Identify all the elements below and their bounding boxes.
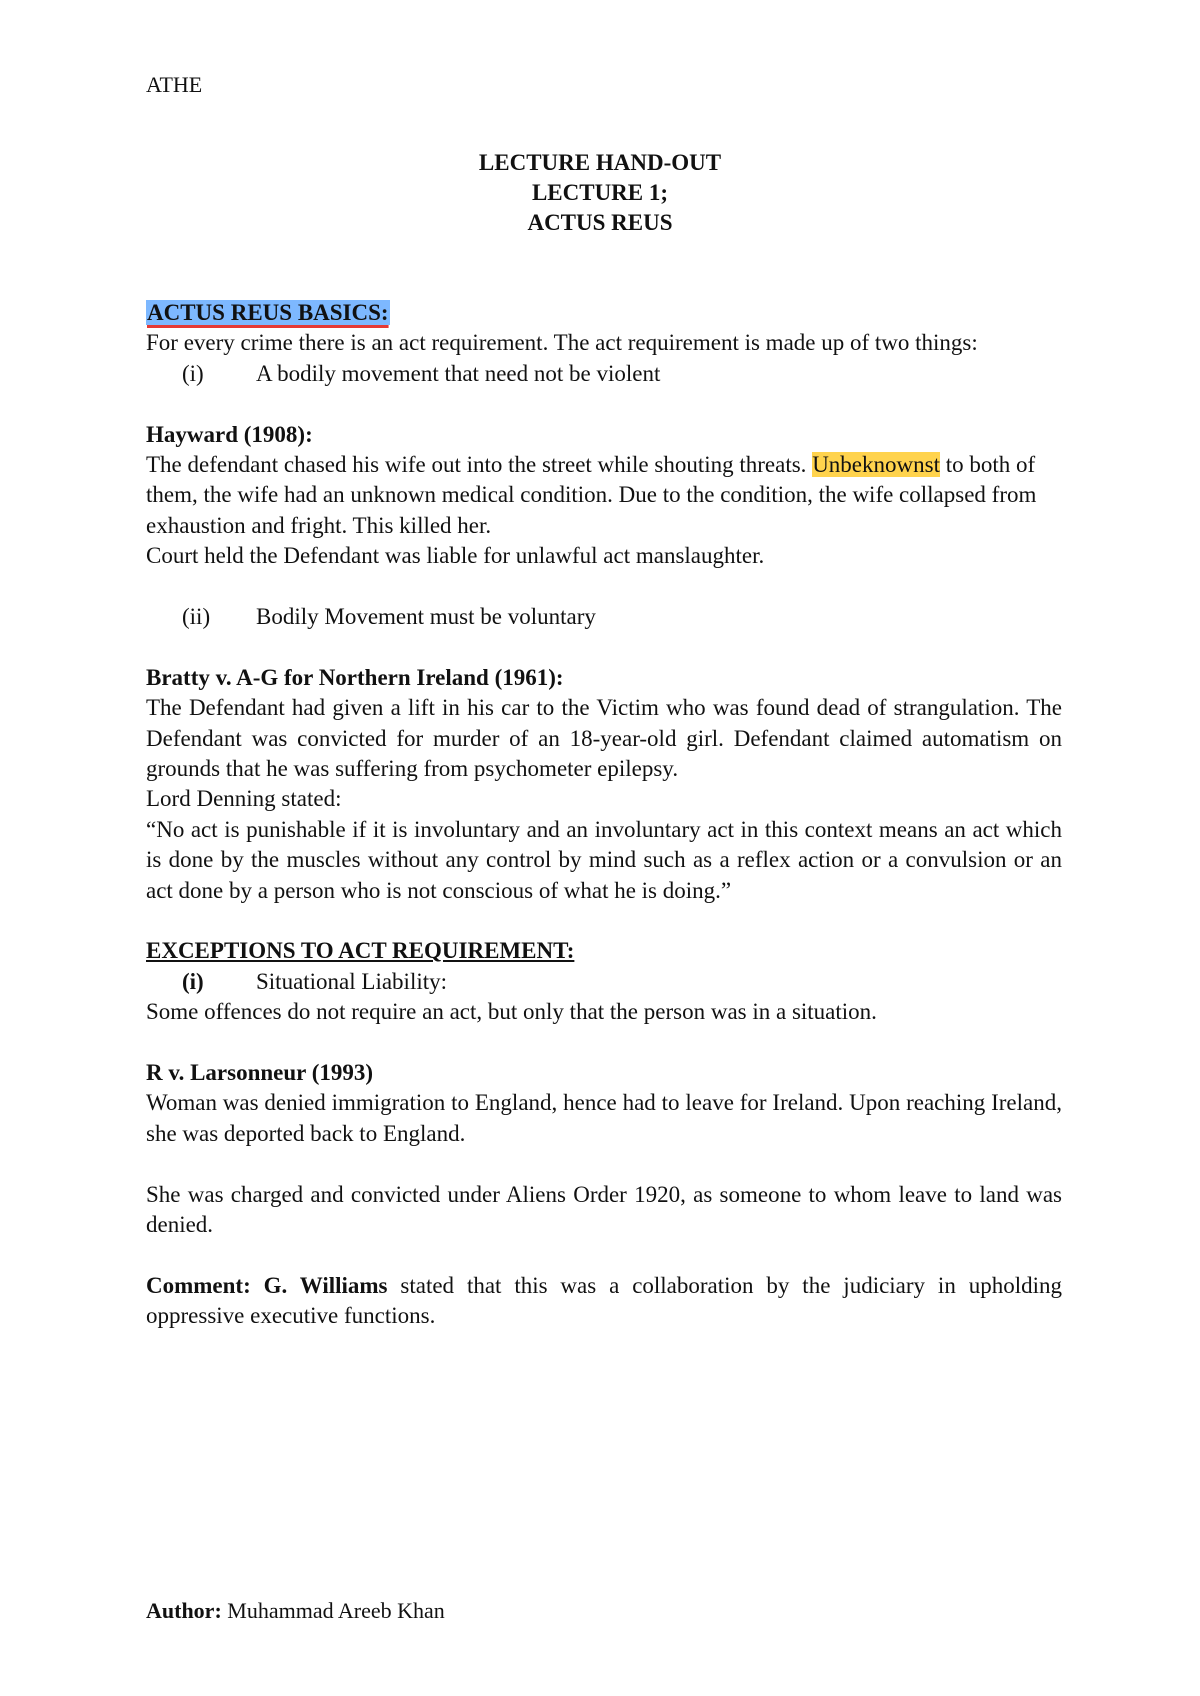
document-body	[146, 298, 1062, 1332]
comment-author: G. Williams	[263, 1272, 388, 1298]
list-item-basics-1	[146, 359, 1062, 389]
case-heading-hayward: Hayward (1908):	[146, 421, 313, 447]
list-text: Bodily Movement must be voluntary	[256, 604, 596, 630]
exceptions-intro: Some offences do not require an act, but only that the person was in a situation.	[146, 999, 877, 1025]
list-number: (ii)	[182, 604, 211, 630]
title-line-2: LECTURE 1;	[531, 180, 669, 205]
case-held-hayward: Court held the Defendant was liable for unlawful act manslaughter.	[146, 543, 765, 569]
case-text-hayward	[146, 450, 1062, 541]
list-text: Situational Liability:	[256, 968, 448, 994]
case-heading-bratty: Bratty v. A-G for Northern Ireland (1961):	[146, 664, 564, 690]
case-text-part: The defendant chased his wife out into the street while shouting threats.	[146, 452, 813, 478]
highlighted-word: Unbeknownst	[812, 452, 940, 478]
denning-intro: Lord Denning stated:	[146, 786, 342, 812]
case-text-bratty: The Defendant had given a lift in his car to the Victim who was found dead of strangulation. The Defendant was convicted for murder of an 18-year-old girl. Defendant claimed automatism on grounds that he was suffering from psychometer epilepsy.	[146, 695, 1062, 782]
list-item-exceptions-1	[146, 967, 1062, 997]
title-line-1: LECTURE HAND-OUT	[478, 150, 722, 175]
comment-text: stated that this was a collaboration by the judiciary in upholding oppressive executive functions.	[146, 1272, 1062, 1329]
case-text-larsonneur: Woman was denied immigration to England, hence had to leave for Ireland. Upon reaching Ireland, she was deported back to England.	[146, 1090, 1062, 1146]
title-line-3: ACTUS REUS	[527, 210, 673, 235]
title-block	[0, 148, 1200, 238]
footer-author	[146, 1598, 445, 1624]
case-text-part: to both of them, the wife had an unknown medical condition. Due to the condition, the wife collapsed from exhaustion and fright. This killed her.	[146, 452, 1037, 538]
section-heading-basics: ACTUS REUS BASICS:	[147, 300, 389, 325]
footer-label: Author:	[146, 1598, 222, 1623]
list-text: A bodily movement that need not be violent	[256, 360, 661, 386]
comment-label: Comment:	[146, 1272, 251, 1298]
case-heading-larsonneur: R v. Larsonneur (1993)	[146, 1060, 374, 1086]
header-organization: ATHE	[146, 72, 203, 97]
comment-paragraph	[146, 1271, 1062, 1332]
footer-author-name: Muhammad Areeb Khan	[227, 1598, 445, 1623]
section-heading-exceptions: EXCEPTIONS TO ACT REQUIREMENT:	[146, 938, 575, 964]
list-number: (i)	[182, 968, 204, 994]
basics-intro: For every crime there is an act requirement. The act requirement is made up of two things:	[146, 330, 978, 356]
list-item-basics-2	[146, 602, 1062, 632]
denning-quote: “No act is punishable if it is involuntary and an involuntary act in this context means an act which is done by the muscles without any control by mind such as a reflex action or a convulsion or an act done by a person who is not conscious of what he is doing.”	[146, 816, 1062, 903]
case-charge-larsonneur: She was charged and convicted under Aliens Order 1920, as someone to whom leave to land was denied.	[146, 1181, 1062, 1238]
list-number: (i)	[182, 360, 204, 386]
